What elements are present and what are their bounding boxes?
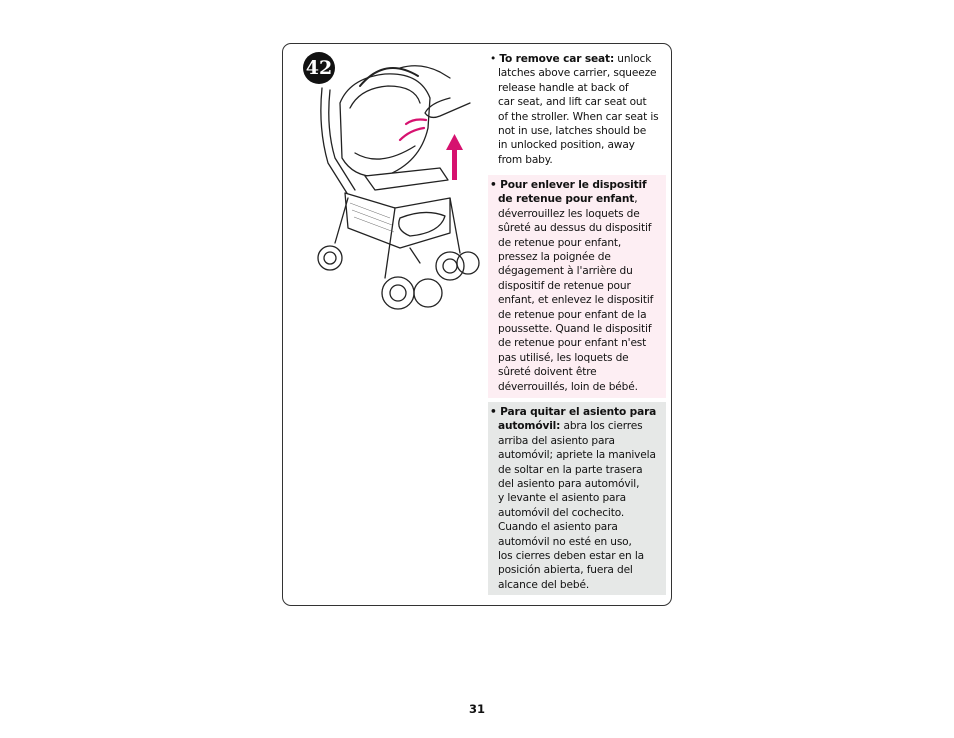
french-heading: Pour enlever le dispositif bbox=[500, 179, 647, 191]
french-instructions: • Pour enlever le dispositif de retenue pour enfant, déverrouillez les loquets de sûreté au dessus du dispositif de retenue pour enfant, pressez la poignée de dégagement à l'arrière du dispositif de retenue pour enfant, et enlevez le dispositif de retenue pour enfant de la poussette. Quand le dispositif de retenue pour enfant n'est pas utilisé, les loquets de sûreté doivent être déverrouillés, loin de bébé. bbox=[488, 175, 666, 398]
text-line: pressez la poignée de bbox=[498, 251, 611, 264]
step-number-badge: 42 bbox=[303, 52, 335, 84]
text-line: Cuando el asiento para bbox=[498, 521, 618, 534]
text-line: of the stroller. When car seat is bbox=[498, 110, 659, 123]
text-line: dégagement à l'arrière du bbox=[498, 265, 633, 278]
spanish-heading: Para quitar el asiento para bbox=[500, 406, 657, 418]
english-instructions: • To remove car seat: unlock latches above carrier, squeeze release handle at back of car seat, and lift car seat out of the stroller. When car seat is not in use, latches should be in unlocked position, away from baby. bbox=[488, 49, 666, 171]
spanish-instructions: • Para quitar el asiento para automóvil: abra los cierres arriba del asiento para automóvil; apriete la manivela de soltar en la parte trasera del asiento para automóvil, y levante el asiento para automóvil del cochecito. Cuando el asiento para automóvil no esté en uso, los cierres deben estar en la posición abierta, fuera del alcance del bebé. bbox=[488, 402, 666, 595]
text-line: los cierres deben estar en la bbox=[498, 550, 644, 563]
text-line: release handle at back of bbox=[498, 81, 629, 94]
storage-basket bbox=[345, 193, 450, 248]
text-line: car seat, and lift car seat out bbox=[498, 96, 647, 109]
text-line: de soltar en la parte trasera bbox=[498, 463, 643, 476]
text-line: pas utilisé, les loquets de bbox=[498, 351, 629, 364]
stroller-car-seat-illustration bbox=[300, 58, 480, 323]
text-line: déverrouillez les loquets de bbox=[498, 207, 640, 220]
text-line: not in use, latches should be bbox=[498, 125, 647, 138]
text-line: automóvil; apriete la manivela bbox=[498, 449, 656, 462]
text-line: y levante el asiento para bbox=[498, 492, 626, 505]
wheel-rear-left bbox=[318, 246, 342, 270]
text-line: sûreté doivent être bbox=[498, 366, 597, 379]
text-line: dispositif de retenue pour bbox=[498, 279, 631, 292]
text-line: de retenue pour enfant, bbox=[498, 236, 622, 249]
text-line: alcance del bebé. bbox=[498, 578, 590, 591]
english-heading: To remove car seat: bbox=[499, 53, 615, 65]
text-line: automóvil no esté en uso, bbox=[498, 535, 632, 548]
text-line: latches above carrier, squeeze bbox=[498, 67, 657, 80]
text-line: arriba del asiento para bbox=[498, 434, 615, 447]
text-line: de retenue pour enfant de la bbox=[498, 308, 647, 321]
text-line: automóvil del cochecito. bbox=[498, 506, 625, 519]
text-line: enfant, et enlevez le dispositif bbox=[498, 294, 654, 307]
page-number: 31 bbox=[468, 702, 485, 716]
text-line: in unlocked position, away bbox=[498, 139, 635, 152]
text-line: from baby. bbox=[498, 153, 553, 166]
wheel-front-left bbox=[382, 277, 414, 309]
text-line: poussette. Quand le dispositif bbox=[498, 323, 652, 336]
lift-arrow bbox=[446, 134, 463, 180]
car-seat-shell bbox=[340, 74, 430, 177]
text-line: déverrouillés, loin de bébé. bbox=[498, 380, 638, 393]
text-line: sûreté au dessus du dispositif bbox=[498, 222, 652, 235]
text-line: posición abierta, fuera del bbox=[498, 564, 633, 577]
text-line: del asiento para automóvil, bbox=[498, 478, 640, 491]
text-line: de retenue pour enfant n'est bbox=[498, 337, 647, 350]
